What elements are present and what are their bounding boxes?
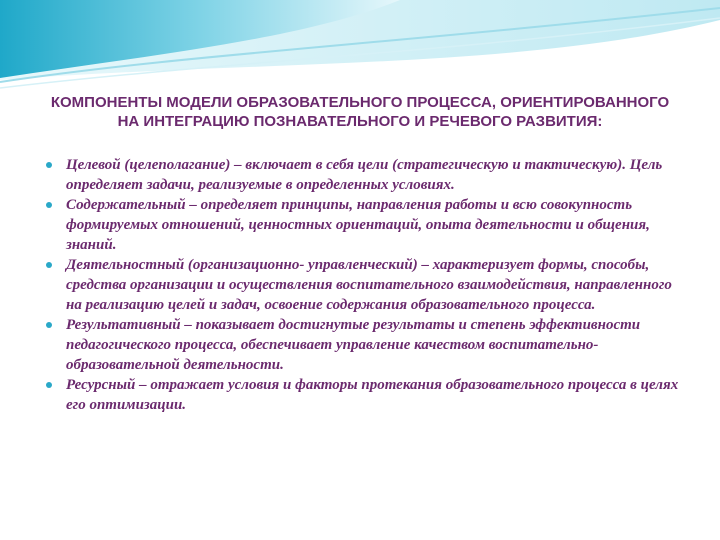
bullet-icon <box>46 382 52 388</box>
list-item-text: Целевой (целеполагание) – включает в себя цели (стратегическую и тактическую). Цель определяет задачи, реализуемые в определенных условиях. <box>66 157 663 193</box>
bullet-icon <box>46 262 52 268</box>
list-item-text: Результативный – показывает достигнутые результаты и степень эффективности педагогического процесса, обеспечивает управление качеством воспитательно-образовательной деятельности. <box>66 317 641 373</box>
list-item <box>44 195 684 255</box>
slide-title: КОМПОНЕНТЫ МОДЕЛИ ОБРАЗОВАТЕЛЬНОГО ПРОЦЕССА, ОРИЕНТИРОВАННОГО НА ИНТЕГРАЦИЮ ПОЗНАВАТЕЛЬНОГО И РЕЧЕВОГО РАЗВИТИЯ: <box>50 94 670 130</box>
list-item <box>44 375 684 415</box>
list-item-text: Деятельностный (организационно- управленческий) – характеризует формы, способы, средства организации и осуществления воспитательного взаимодействия, направленного на реализацию целей и задач, освоение содержания образовательного процесса. <box>66 257 672 313</box>
list-item <box>44 155 684 195</box>
decorative-wave-header <box>0 0 720 95</box>
bullet-icon <box>46 162 52 168</box>
list-item <box>44 315 684 375</box>
bullet-icon <box>46 322 52 328</box>
components-list <box>44 155 684 415</box>
bullet-icon <box>46 202 52 208</box>
list-item-text: Содержательный – определяет принципы, направления работы и всю совокупность формируемых отношений, ценностных ориентаций, опыта деятельности и общения, знаний. <box>66 197 650 253</box>
list-item-text: Ресурсный – отражает условия и факторы протекания образовательного процесса в целях его оптимизации. <box>66 377 679 413</box>
list-item <box>44 255 684 315</box>
